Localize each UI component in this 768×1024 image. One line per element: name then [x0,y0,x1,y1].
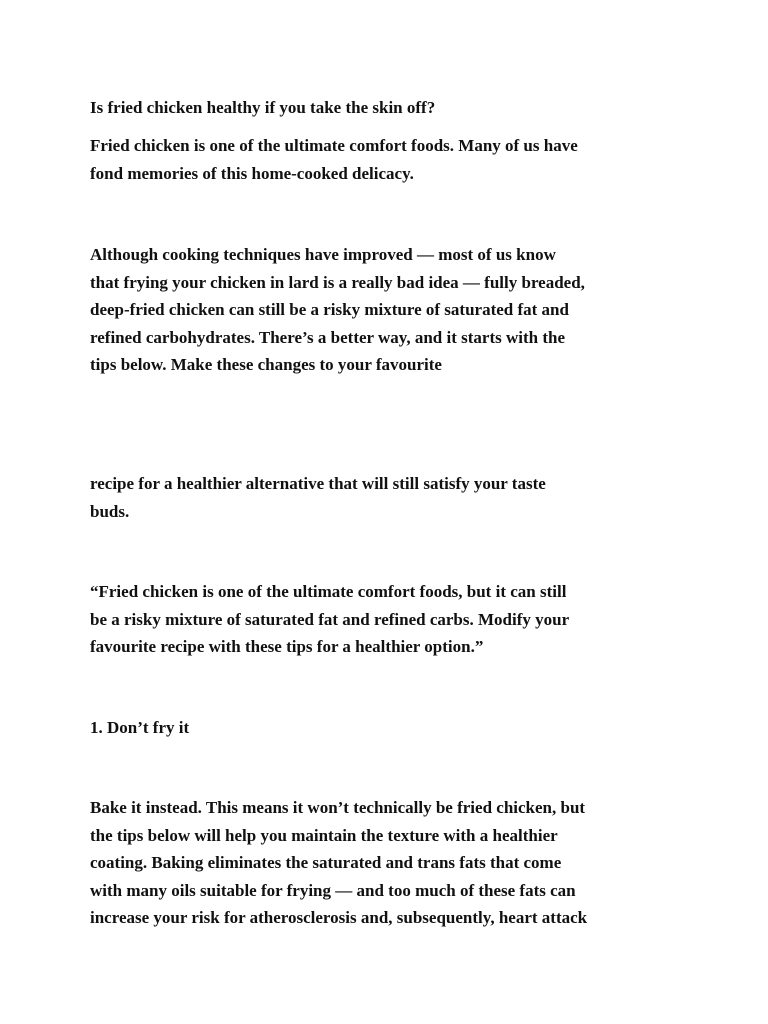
text-line: favourite recipe with these tips for a healthier option.” [90,637,484,656]
text-line: fond memories of this home-cooked delicacy. [90,163,414,183]
section-heading [90,714,690,742]
text-line: Although cooking techniques have improved — most of us know [90,245,556,264]
text-line: that frying your chicken in lard is a really bad idea — fully breaded, [90,272,585,292]
pull-quote [90,578,690,661]
text-line: Bake it instead. This means it won’t technically be fried chicken, but [90,798,586,817]
text-line: recipe for a healthier alternative that will still satisfy your taste [90,474,546,493]
cooking-techniques-paragraph [90,241,690,379]
text-line: deep-fried chicken can still be a risky mixture of saturated fat and [90,300,569,319]
text-line: coating. Baking eliminates the saturated and trans fats that come [90,853,562,872]
text-line: refined carbohydrates. There’s a better way, and it starts with the [90,327,566,347]
text-line: with many oils suitable for frying — and too much of these fats can [90,880,576,900]
text-line: increase your risk for atherosclerosis and, subsequently, heart attack [90,908,588,927]
bake-paragraph [90,794,690,932]
intro-paragraph [90,132,690,187]
text-line: be a risky mixture of saturated fat and refined carbs. Modify your [90,609,570,629]
text-line: “Fried chicken is one of the ultimate comfort foods, but it can still [90,582,567,601]
text-line: Fried chicken is one of the ultimate comfort foods. Many of us have [90,136,578,155]
heading-text: 1. Don’t fry it [90,718,190,737]
text-line: buds. [90,501,130,521]
recipe-paragraph [90,470,690,525]
text-line: the tips below will help you maintain the texture with a healthier [90,825,558,845]
article-title [90,94,690,122]
text-line: tips below. Make these changes to your favourite [90,355,442,374]
title-text: Is fried chicken healthy if you take the skin off? [90,98,436,117]
